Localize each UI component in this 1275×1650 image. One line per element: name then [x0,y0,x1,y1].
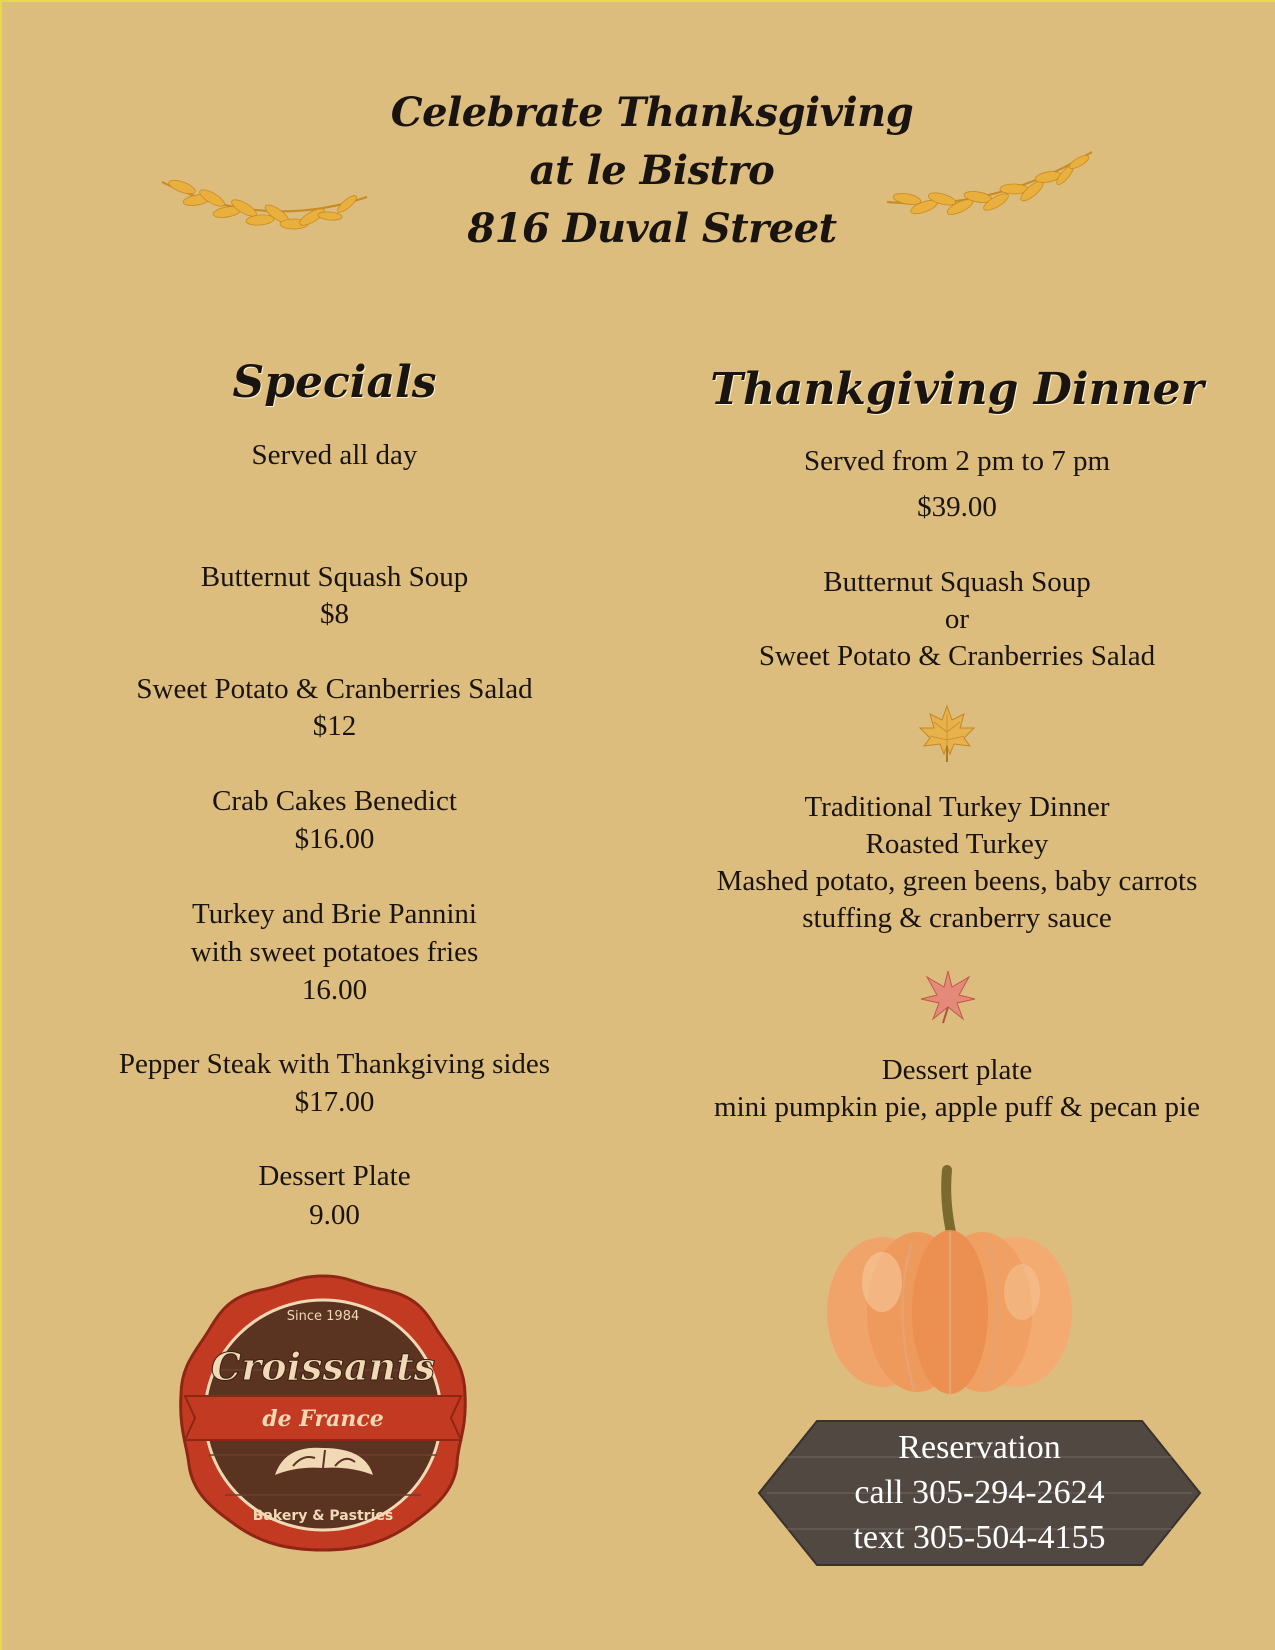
dinner-main-2: Roasted Turkey [865,828,1049,860]
specials-item-2-price: $12 [312,710,357,742]
specials-item-5-name: Pepper Steak with Thankgiving sides [118,1048,551,1080]
specials-item-1-price: $8 [320,598,349,630]
logo-since: Since 1984 [286,1309,360,1324]
specials-item-3-name: Crab Cakes Benedict [212,785,457,817]
specials-item-3-price: $16.00 [294,823,375,855]
specials-item-4-name: Turkey and Brie Pannini [192,898,477,930]
header-line-3: 816 Duval Street [467,205,837,252]
specials-title: Specials [232,357,437,408]
dinner-dessert-1: Dessert plate [881,1054,1033,1086]
specials-item-6-price: 9.00 [309,1199,360,1231]
reservation-text-number[interactable]: text 305-504-4155 [853,1519,1106,1556]
specials-item-6-name: Dessert Plate [258,1160,411,1192]
wheat-left-icon [152,162,382,252]
dinner-served: Served from 2 pm to 7 pm [803,445,1111,477]
header-line-1: Celebrate Thanksgiving [390,89,914,136]
specials-item-2-name: Sweet Potato & Cranberries Salad [136,673,533,705]
dinner-main-3: Mashed potato, green beens, baby carrots [716,865,1198,897]
croissants-de-france-logo [175,1270,471,1554]
reservation-text [757,1425,1202,1560]
specials-item-1-name: Butternut Squash Soup [200,561,469,593]
specials-item-5-price: $17.00 [294,1086,375,1118]
wheat-right-icon [882,147,1102,232]
reservation-title: Reservation [898,1429,1061,1466]
specials-subtitle: Served all day [251,439,418,471]
dinner-starter-or: or [944,603,970,635]
page-header [382,84,922,258]
dinner-starter-2: Sweet Potato & Cranberries Salad [758,640,1156,672]
dinner-title: Thankgiving Dinner [710,364,1204,415]
dinner-price: $39.00 [917,491,997,523]
dinner-dessert-2: mini pumpkin pie, apple puff & pecan pie [714,1091,1200,1123]
specials-item-4-detail: with sweet potatoes fries [190,936,479,968]
specials-item-4-price: 16.00 [301,974,368,1006]
dinner-main-4: stuffing & cranberry sauce [802,902,1112,934]
dinner-starter-1: Butternut Squash Soup [823,566,1091,598]
logo-tagline: Bakery & Pastries [252,1508,394,1524]
maple-leaf-icon [914,702,980,764]
dinner-main-1: Traditional Turkey Dinner [804,791,1110,823]
reservation-call[interactable]: call 305-294-2624 [854,1474,1105,1511]
autumn-leaf-icon [917,967,979,1025]
header-line-2: at le Bistro [529,147,775,194]
logo-sub: de France [262,1406,384,1432]
pumpkin-icon [822,1162,1077,1397]
logo-name: Croissants [210,1344,436,1389]
